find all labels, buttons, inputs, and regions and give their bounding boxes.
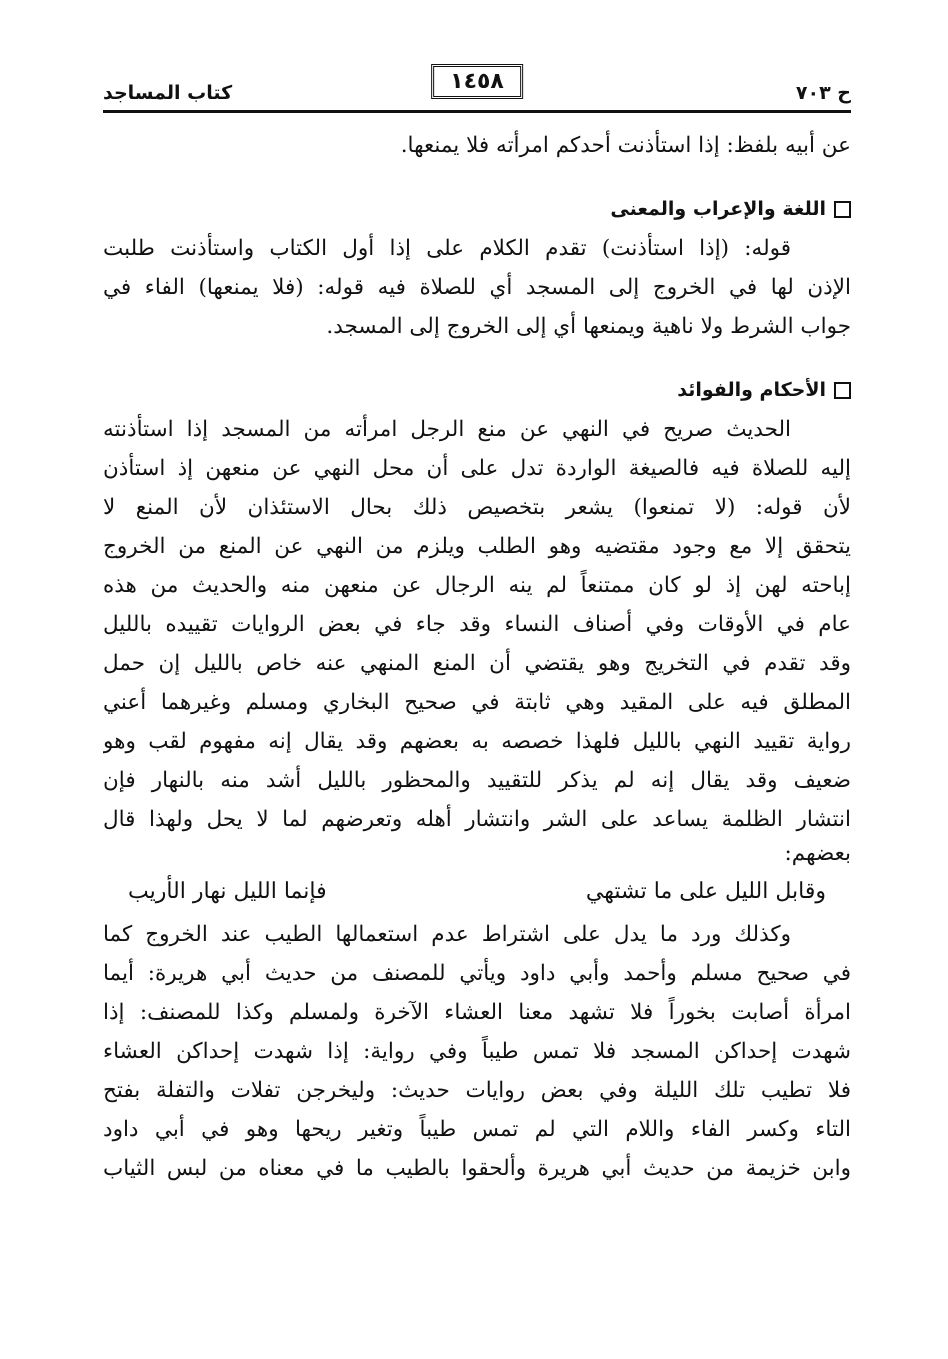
paragraph-line: ضعيف وقد يقال إنه لم يذكر للتقييد والمحظور بالليل أشد منه بالنهار فإن	[103, 768, 851, 793]
paragraph-line: قوله: (إذا استأذنت) تقدم الكلام على إذا أول الكتاب واستأذنت طلبت	[103, 236, 791, 261]
poetry-verse	[103, 869, 851, 915]
paragraph-line: الإذن لها في الخروج إلى المسجد أي للصلاة فيه قوله: (فلا يمنعها) الفاء في	[103, 275, 851, 300]
page-header	[103, 62, 851, 113]
paragraph-line: انتشار الظلمة يساعد على الشر وانتشار أهله وتعرضهم لما لا يحل ولهذا قال	[103, 807, 851, 832]
paragraph-line: بعضهم:	[784, 841, 851, 866]
checkbox-square-icon	[834, 201, 851, 218]
paragraph-line: في صحيح مسلم وأحمد وأبي داود ويأتي للمصنف من حديث أبي هريرة: أيما	[103, 961, 851, 986]
paragraph-line: عام في الأوقات وفي أصناف النساء وقد جاء في بعض الروايات تقييده بالليل	[103, 612, 851, 637]
section-title: اللغة والإعراب والمعنى	[610, 198, 826, 220]
page-number: ١٤٥٨	[431, 64, 523, 99]
paragraph-line: امرأة أصابت بخوراً فلا تشهد معنا العشاء الآخرة ولمسلم وكذا للمصنف: إذا	[103, 1000, 851, 1025]
paragraph-line: جواب الشرط ولا ناهية ويمنعها أي إلى الخروج إلى المسجد.	[326, 314, 851, 339]
paragraph-line: لأن قوله: (لا تمنعوا) يشعر بتخصيص ذلك بحال الاستئذان لأن المنع لا	[103, 495, 851, 520]
paragraph-line: الحديث صريح في النهي عن منع الرجل امرأته من المسجد إذا استأذنته	[103, 417, 791, 442]
paragraph-line: رواية تقييد النهي بالليل فلهذا خصصه به بعضهم وقد يقال إنه مفهوم لقب وهو	[103, 729, 851, 754]
paragraph-line: التاء وكسر الفاء واللام التي لم تمس طيباً وتغير ريحها وهو في أبي داود	[103, 1117, 851, 1142]
paragraph-line: وابن خزيمة من حديث أبي هريرة وألحقوا بالطيب ما في معناه من لبس الثياب	[103, 1156, 851, 1181]
page-body	[103, 126, 851, 1188]
paragraph-line: وقد تقدم في التخريج وهو يقتضي أن المنع المنهي عنه خاص بالليل إن حمل	[103, 651, 851, 676]
section-heading	[103, 370, 851, 410]
section-heading	[103, 189, 851, 229]
intro-line: عن أبيه بلفظ: إذا استأذنت أحدكم امرأته فلا يمنعها.	[400, 133, 851, 158]
paragraph-line: شهدت إحداكن المسجد فلا تمس طيباً وفي رواية: إذا شهدت إحداكن العشاء	[103, 1039, 851, 1064]
verse-first-hemistich: وقابل الليل على ما تشتهي	[585, 879, 826, 904]
paragraph-line: يتحقق إلا مع وجود مقتضيه وهو الطلب ويلزم من النهي عن المنع من الخروج	[103, 534, 851, 559]
checkbox-square-icon	[834, 382, 851, 399]
book-title: كتاب المساجد	[103, 82, 233, 104]
paragraph-line: إباحته لهن إذ لو كان ممتنعاً لم ينه الرجال عن منعهن منه والحديث من هذه	[103, 573, 851, 598]
paragraph-line: المطلق فيه على المقيد وهي ثابتة في صحيح البخاري ومسلم وغيرهما أعني	[103, 690, 851, 715]
section-title: الأحكام والفوائد	[677, 379, 826, 401]
paragraph-line: إليه للصلاة فيه فالصيغة الواردة تدل على أن محل النهي عن منعهن إذ استأذن	[103, 456, 851, 481]
verse-second-hemistich: فإنما الليل نهار الأريب	[128, 879, 327, 904]
paragraph-line: فلا تطيب تلك الليلة وفي بعض روايات حديث: وليخرجن تفلات والتفلة بفتح	[103, 1078, 851, 1103]
paragraph-line: وكذلك ورد ما يدل على اشتراط عدم استعمالها الطيب عند الخروج كما	[103, 922, 791, 947]
hadith-reference: ح ٧٠٣	[795, 82, 851, 104]
